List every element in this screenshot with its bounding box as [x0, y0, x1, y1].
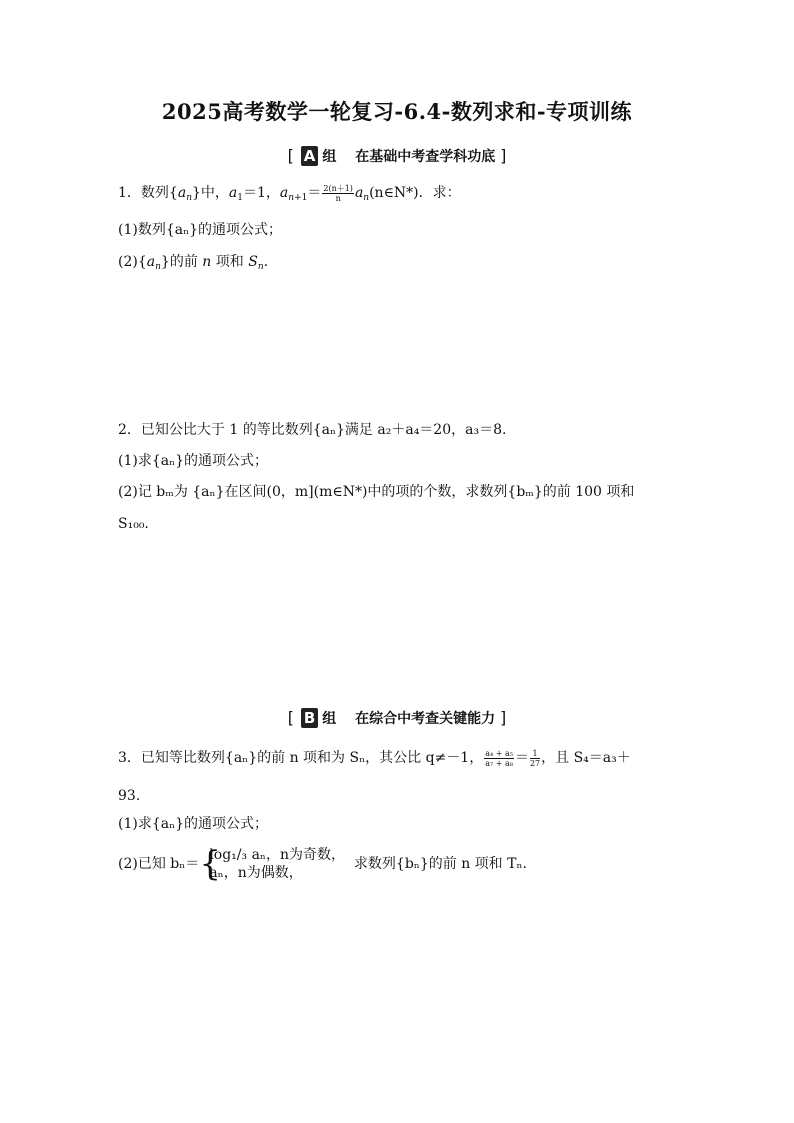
q1-part-2: $(2)\{a_n\}$的前 n 项和 $S_n$. [118, 254, 269, 272]
bracket-close: ] [500, 708, 507, 727]
q1-stem: 1．数列$\{a_n\}$中，$a_1=1$，$a_{n+1}=$ $\frac{2(n+1)}{n}$ $a_n(n\in N*)$．求： [118, 183, 461, 203]
q1-text-3: ＝1， [243, 185, 280, 201]
q2-stem: 2．已知公比大于 1 的等比数列{aₙ}满足 a₂＋a₄＝20，a₃＝8. [118, 422, 507, 438]
group-a-name: 组 [322, 149, 337, 165]
bracket-open: [ [287, 146, 294, 165]
brace-glyph: { [199, 844, 221, 884]
q1-text-5: (n∈N*)．求： [369, 185, 461, 201]
q1-part-1: (1)数列{aₙ}的通项公式； [118, 222, 283, 238]
bracket-open: [ [287, 708, 294, 727]
group-a-desc: 在基础中考查学科功底 [355, 149, 496, 165]
group-b-desc: 在综合中考查关键能力 [355, 711, 496, 727]
q3-part-1: (1)求{aₙ}的通项公式； [118, 816, 269, 832]
q3-fraction: $\frac{\text{a₄ + a₅}}{\text{a₇ + a₈}}$ [485, 748, 513, 768]
group-b-header [0, 708, 794, 728]
group-b-letter: B [301, 708, 318, 728]
q3-stem-cont: 93. [118, 788, 141, 804]
q1-text-4: ＝ [307, 185, 322, 201]
q1-text-2: }中， [191, 185, 229, 201]
q1-text-1: 1．数列{ [118, 185, 178, 201]
group-a-header [0, 146, 794, 166]
q1-fraction: $\frac{2(n+1)}{n}$ [323, 183, 353, 203]
piecewise-definition: { log₁/₃ aₙ，n为奇数， aₙ，n为偶数， [199, 844, 345, 884]
q3-stem: 3．已知等比数列{aₙ}的前 n 项和为 Sₙ，其公比 q≠－1， $\frac{\text{a₄ + a₅}}{\text{a₇ + a₈}}$ ＝ $\frac{1}{27}$ ，且 S₄＝a₃＋ [118, 748, 631, 768]
q3-fraction-2: $\frac{1}{27}$ [529, 748, 541, 768]
q2-part-1: (1)求{aₙ}的通项公式； [118, 453, 269, 469]
q3-part-2: (2)已知 bₙ＝ { log₁/₃ aₙ，n为奇数， aₙ，n为偶数， 求数列{bₙ}的前 n 项和 Tₙ. [118, 844, 527, 884]
bracket-close: ] [500, 146, 507, 165]
q2-part-2: (2)记 bₘ为 {aₙ}在区间(0，m](m∈N*)中的项的个数，求数列{bₘ}的前 100 项和 [118, 484, 635, 500]
document-title: 2025高考数学一轮复习-6.4-数列求和-专项训练 [161, 99, 633, 124]
q2-part-2-cont: S₁₀₀. [118, 516, 149, 532]
group-a-letter: A [301, 146, 319, 166]
group-b-name: 组 [322, 711, 337, 727]
